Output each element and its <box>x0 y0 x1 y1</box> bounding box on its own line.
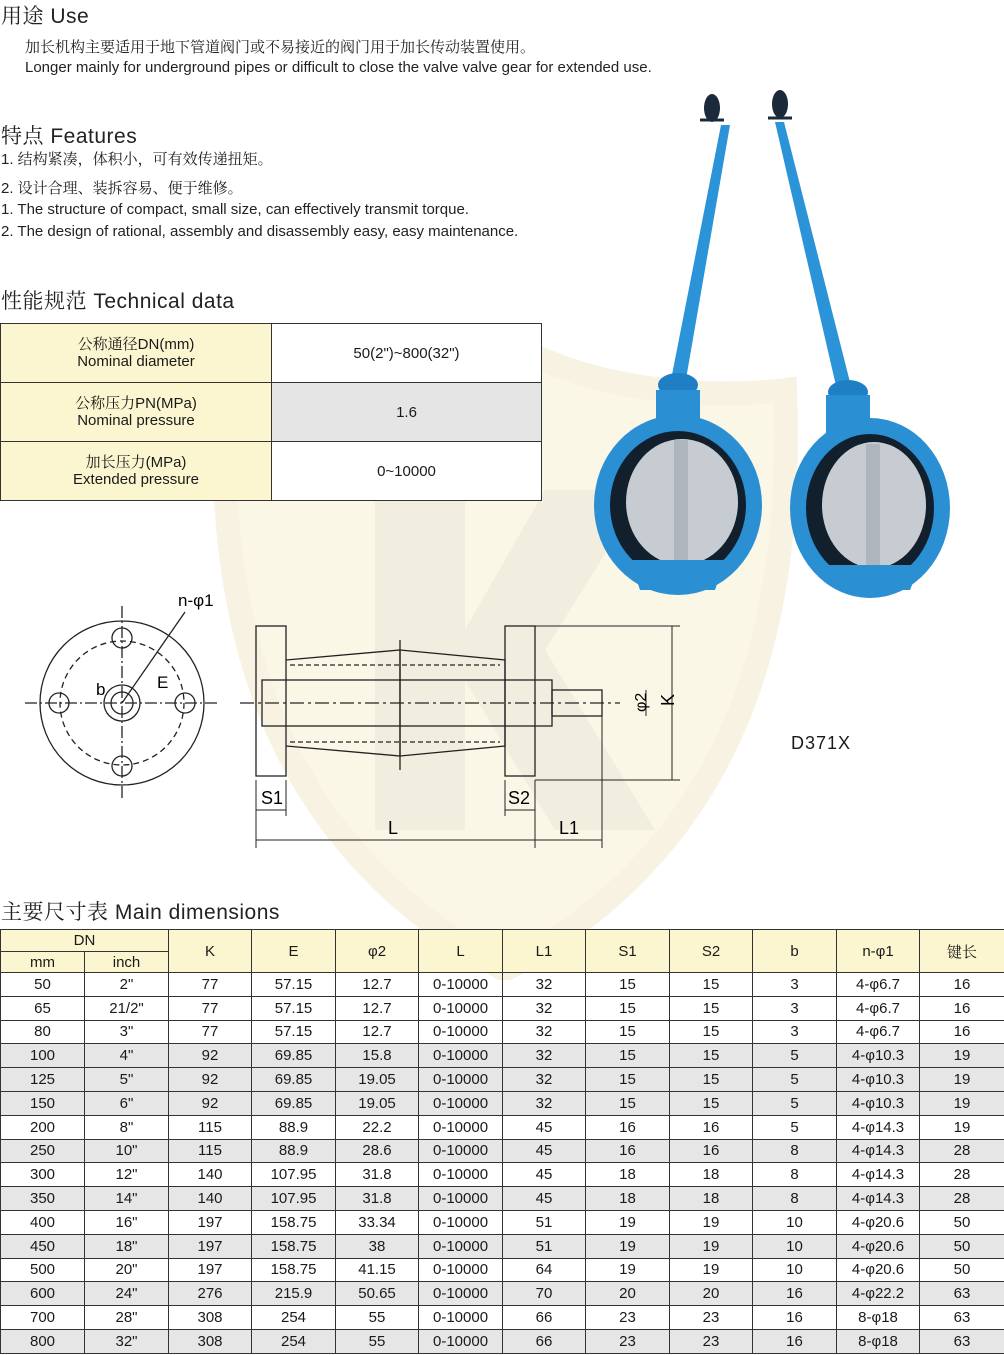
table-row <box>1 1139 1004 1163</box>
table-cell: 5" <box>85 1068 169 1092</box>
table-cell: 197 <box>169 1258 252 1282</box>
table-cell: 15 <box>586 1068 670 1092</box>
table-cell: 88.9 <box>252 1115 336 1139</box>
table-cell: 19 <box>586 1258 670 1282</box>
table-row <box>1 1210 1004 1234</box>
table-cell: 15 <box>670 1044 753 1068</box>
table-cell: 3 <box>753 996 837 1020</box>
table-cell: 16 <box>753 1329 837 1353</box>
table-cell: 12.7 <box>336 996 419 1020</box>
valve-right <box>768 90 950 598</box>
table-cell: 77 <box>169 996 252 1020</box>
table-cell: 66 <box>503 1329 586 1353</box>
table-cell: 308 <box>169 1306 252 1330</box>
table-row <box>1 1091 1004 1115</box>
table-cell: 32 <box>503 1068 586 1092</box>
table-cell: 197 <box>169 1210 252 1234</box>
table-cell: 12.7 <box>336 973 419 997</box>
table-cell: 4-φ14.3 <box>837 1163 920 1187</box>
table-cell: 12.7 <box>336 1020 419 1044</box>
table-cell: 18 <box>586 1163 670 1187</box>
table-cell: 20" <box>85 1258 169 1282</box>
table-cell: 15 <box>586 1044 670 1068</box>
use-text-cn: 加长机构主要适用于地下管道阀门或不易接近的阀门用于加长传动装置使用。 <box>25 39 536 56</box>
table-cell: 50 <box>920 1210 1004 1234</box>
tech-label-en: Nominal diameter <box>77 353 195 370</box>
table-cell: 23 <box>586 1329 670 1353</box>
table-row <box>1 1282 1004 1306</box>
table-cell: 19.05 <box>336 1091 419 1115</box>
table-cell: 4-φ6.7 <box>837 1020 920 1044</box>
table-cell: 57.15 <box>252 996 336 1020</box>
table-cell: 21/2" <box>85 996 169 1020</box>
table-cell: 3 <box>753 973 837 997</box>
table-cell: 450 <box>1 1234 85 1258</box>
table-cell: 158.75 <box>252 1210 336 1234</box>
feature-item: 2. 设计合理、装拆容易、便于维修。 <box>1 180 243 197</box>
table-cell: 45 <box>503 1163 586 1187</box>
table-cell: 140 <box>169 1187 252 1211</box>
table-cell: 50.65 <box>336 1282 419 1306</box>
table-cell: 16 <box>586 1115 670 1139</box>
table-cell: 45 <box>503 1139 586 1163</box>
table-cell: 5 <box>753 1091 837 1115</box>
model-number: D371X <box>791 733 852 753</box>
table-row <box>1 1068 1004 1092</box>
table-cell: 4-φ6.7 <box>837 996 920 1020</box>
tech-label-en: Extended pressure <box>73 471 199 488</box>
feature-item: 1. The structure of compact, small size, can effectively transmit torque. <box>1 201 469 218</box>
table-cell: 33.34 <box>336 1210 419 1234</box>
table-cell: 250 <box>1 1139 85 1163</box>
header-b: b <box>753 930 837 973</box>
use-text-en: Longer mainly for underground pipes or difficult to close the valve valve gear for extended use. <box>25 59 652 76</box>
table-cell: 10 <box>753 1210 837 1234</box>
table-cell: 8" <box>85 1115 169 1139</box>
table-cell: 57.15 <box>252 973 336 997</box>
table-cell: 3" <box>85 1020 169 1044</box>
table-cell: 15 <box>586 1020 670 1044</box>
table-cell: 158.75 <box>252 1234 336 1258</box>
table-cell: 140 <box>169 1163 252 1187</box>
table-cell: 23 <box>586 1306 670 1330</box>
table-cell: 16 <box>920 973 1004 997</box>
table-cell: 0-10000 <box>419 1068 503 1092</box>
table-cell: 19 <box>920 1115 1004 1139</box>
table-cell: 0-10000 <box>419 973 503 997</box>
table-cell: 15 <box>670 973 753 997</box>
table-cell: 4-φ20.6 <box>837 1234 920 1258</box>
table-cell: 19 <box>670 1258 753 1282</box>
label-holes: n-φ1 <box>178 591 214 610</box>
dimensions-table <box>0 929 1004 1354</box>
table-row <box>1 996 1004 1020</box>
label-E: E <box>157 673 169 692</box>
table-cell: 0-10000 <box>419 1258 503 1282</box>
header-dn: DN <box>1 930 169 952</box>
header-phi2: φ2 <box>336 930 419 973</box>
tech-value: 1.6 <box>272 383 542 442</box>
table-cell: 0-10000 <box>419 1306 503 1330</box>
table-cell: 254 <box>252 1306 336 1330</box>
table-cell: 350 <box>1 1187 85 1211</box>
table-cell: 45 <box>503 1115 586 1139</box>
table-cell: 77 <box>169 1020 252 1044</box>
table-cell: 0-10000 <box>419 1187 503 1211</box>
table-cell: 300 <box>1 1163 85 1187</box>
table-cell: 16" <box>85 1210 169 1234</box>
table-cell: 14" <box>85 1187 169 1211</box>
table-cell: 32" <box>85 1329 169 1353</box>
feature-item: 1. 结构紧凑，体积小，可有效传递扭矩。 <box>1 151 273 168</box>
table-cell: 69.85 <box>252 1068 336 1092</box>
technical-table <box>0 323 542 501</box>
label-phi2: φ2 <box>633 692 650 712</box>
table-cell: 158.75 <box>252 1258 336 1282</box>
table-cell: 4-φ22.2 <box>837 1282 920 1306</box>
table-row <box>1 1234 1004 1258</box>
table-cell: 0-10000 <box>419 1139 503 1163</box>
table-row <box>1 1020 1004 1044</box>
table-cell: 92 <box>169 1068 252 1092</box>
table-cell: 4-φ10.3 <box>837 1091 920 1115</box>
header-key-length: 键长 <box>920 930 1004 973</box>
table-cell: 22.2 <box>336 1115 419 1139</box>
table-cell: 19 <box>586 1210 670 1234</box>
table-row <box>1 1187 1004 1211</box>
header-L: L <box>419 930 503 973</box>
table-cell: 107.95 <box>252 1187 336 1211</box>
table-cell: 0-10000 <box>419 996 503 1020</box>
table-cell: 4-φ14.3 <box>837 1139 920 1163</box>
table-cell: 51 <box>503 1234 586 1258</box>
technical-drawing <box>0 580 700 860</box>
table-cell: 0-10000 <box>419 1091 503 1115</box>
table-cell: 88.9 <box>252 1139 336 1163</box>
header-L1: L1 <box>503 930 586 973</box>
table-cell: 57.15 <box>252 1020 336 1044</box>
table-cell: 28 <box>920 1187 1004 1211</box>
table-cell: 5 <box>753 1044 837 1068</box>
table-cell: 28 <box>920 1163 1004 1187</box>
table-cell: 115 <box>169 1139 252 1163</box>
table-cell: 20 <box>670 1282 753 1306</box>
table-cell: 45 <box>503 1187 586 1211</box>
table-cell: 28.6 <box>336 1139 419 1163</box>
table-cell: 3 <box>753 1020 837 1044</box>
table-cell: 4-φ20.6 <box>837 1258 920 1282</box>
label-L: L <box>388 818 399 838</box>
table-cell: 16 <box>753 1282 837 1306</box>
use-heading: 用途 Use <box>1 5 90 28</box>
table-cell: 115 <box>169 1115 252 1139</box>
label-K: K <box>658 693 678 706</box>
valve-left <box>594 94 762 595</box>
table-cell: 41.15 <box>336 1258 419 1282</box>
table-cell: 16 <box>920 1020 1004 1044</box>
table-cell: 5 <box>753 1115 837 1139</box>
table-cell: 63 <box>920 1306 1004 1330</box>
table-cell: 700 <box>1 1306 85 1330</box>
header-S1: S1 <box>586 930 670 973</box>
table-cell: 19.05 <box>336 1068 419 1092</box>
table-cell: 8 <box>753 1139 837 1163</box>
table-cell: 15.8 <box>336 1044 419 1068</box>
table-cell: 100 <box>1 1044 85 1068</box>
table-cell: 66 <box>503 1306 586 1330</box>
tech-label-en: Nominal pressure <box>77 412 195 429</box>
table-cell: 4-φ10.3 <box>837 1044 920 1068</box>
table-cell: 254 <box>252 1329 336 1353</box>
table-cell: 32 <box>503 1020 586 1044</box>
table-cell: 50 <box>920 1258 1004 1282</box>
product-photo <box>590 90 970 600</box>
section-view <box>240 626 680 848</box>
table-cell: 69.85 <box>252 1044 336 1068</box>
table-cell: 19 <box>920 1091 1004 1115</box>
table-cell: 32 <box>503 996 586 1020</box>
table-cell: 69.85 <box>252 1091 336 1115</box>
table-cell: 55 <box>336 1306 419 1330</box>
table-cell: 31.8 <box>336 1187 419 1211</box>
table-cell: 19 <box>586 1234 670 1258</box>
label-S2: S2 <box>508 788 531 808</box>
table-cell: 55 <box>336 1329 419 1353</box>
table-cell: 107.95 <box>252 1163 336 1187</box>
table-row <box>1 1306 1004 1330</box>
table-cell: 20 <box>586 1282 670 1306</box>
tech-value: 0~10000 <box>272 442 542 501</box>
table-cell: 18" <box>85 1234 169 1258</box>
table-row <box>1 1329 1004 1353</box>
table-cell: 4-φ20.6 <box>837 1210 920 1234</box>
features-heading: 特点 Features <box>1 125 138 148</box>
table-cell: 125 <box>1 1068 85 1092</box>
table-cell: 92 <box>169 1044 252 1068</box>
table-cell: 80 <box>1 1020 85 1044</box>
technical-row <box>1 442 542 501</box>
table-cell: 19 <box>670 1234 753 1258</box>
table-cell: 23 <box>670 1306 753 1330</box>
table-cell: 15 <box>586 1091 670 1115</box>
table-cell: 800 <box>1 1329 85 1353</box>
table-cell: 0-10000 <box>419 1115 503 1139</box>
table-cell: 2" <box>85 973 169 997</box>
table-cell: 63 <box>920 1329 1004 1353</box>
flange-end-view <box>25 606 220 800</box>
table-cell: 8-φ18 <box>837 1306 920 1330</box>
table-cell: 0-10000 <box>419 1020 503 1044</box>
table-cell: 500 <box>1 1258 85 1282</box>
table-cell: 19 <box>920 1068 1004 1092</box>
table-row <box>1 1044 1004 1068</box>
table-cell: 4-φ14.3 <box>837 1115 920 1139</box>
table-cell: 15 <box>586 973 670 997</box>
table-cell: 150 <box>1 1091 85 1115</box>
table-cell: 0-10000 <box>419 1163 503 1187</box>
table-cell: 10 <box>753 1258 837 1282</box>
technical-row <box>1 324 542 383</box>
table-cell: 197 <box>169 1234 252 1258</box>
table-cell: 10" <box>85 1139 169 1163</box>
table-cell: 16 <box>670 1139 753 1163</box>
table-cell: 5 <box>753 1068 837 1092</box>
table-cell: 4" <box>85 1044 169 1068</box>
table-cell: 200 <box>1 1115 85 1139</box>
table-cell: 65 <box>1 996 85 1020</box>
header-K: K <box>169 930 252 973</box>
table-cell: 0-10000 <box>419 1210 503 1234</box>
tech-value: 50(2")~800(32") <box>272 324 542 383</box>
table-cell: 8 <box>753 1187 837 1211</box>
header-holes: n-φ1 <box>837 930 920 973</box>
dimensions-heading: 主要尺寸表 Main dimensions <box>1 901 280 924</box>
table-cell: 18 <box>670 1187 753 1211</box>
table-cell: 38 <box>336 1234 419 1258</box>
table-cell: 0-10000 <box>419 1234 503 1258</box>
table-cell: 18 <box>670 1163 753 1187</box>
table-cell: 6" <box>85 1091 169 1115</box>
table-cell: 32 <box>503 1091 586 1115</box>
table-cell: 50 <box>920 1234 1004 1258</box>
table-row <box>1 973 1004 997</box>
table-cell: 215.9 <box>252 1282 336 1306</box>
table-cell: 16 <box>753 1306 837 1330</box>
table-cell: 15 <box>670 996 753 1020</box>
table-cell: 16 <box>670 1115 753 1139</box>
table-cell: 8-φ18 <box>837 1329 920 1353</box>
feature-item: 2. The design of rational, assembly and disassembly easy, easy maintenance. <box>1 223 519 240</box>
table-cell: 276 <box>169 1282 252 1306</box>
table-cell: 15 <box>670 1020 753 1044</box>
table-cell: 24" <box>85 1282 169 1306</box>
table-cell: 308 <box>169 1329 252 1353</box>
table-cell: 15 <box>670 1091 753 1115</box>
table-row <box>1 1258 1004 1282</box>
table-cell: 8 <box>753 1163 837 1187</box>
table-cell: 0-10000 <box>419 1282 503 1306</box>
table-cell: 51 <box>503 1210 586 1234</box>
table-cell: 4-φ14.3 <box>837 1187 920 1211</box>
label-S1: S1 <box>261 788 284 808</box>
table-cell: 600 <box>1 1282 85 1306</box>
table-cell: 92 <box>169 1091 252 1115</box>
label-b: b <box>96 680 106 699</box>
table-cell: 0-10000 <box>419 1329 503 1353</box>
table-row <box>1 1163 1004 1187</box>
table-cell: 16 <box>920 996 1004 1020</box>
table-row <box>1 1115 1004 1139</box>
table-cell: 4-φ6.7 <box>837 973 920 997</box>
table-cell: 70 <box>503 1282 586 1306</box>
table-cell: 28 <box>920 1139 1004 1163</box>
table-cell: 23 <box>670 1329 753 1353</box>
header-E: E <box>252 930 336 973</box>
table-cell: 77 <box>169 973 252 997</box>
table-cell: 19 <box>920 1044 1004 1068</box>
table-cell: 12" <box>85 1163 169 1187</box>
table-cell: 4-φ10.3 <box>837 1068 920 1092</box>
table-cell: 18 <box>586 1187 670 1211</box>
table-cell: 32 <box>503 1044 586 1068</box>
table-cell: 15 <box>670 1068 753 1092</box>
technical-row <box>1 383 542 442</box>
table-cell: 15 <box>586 996 670 1020</box>
header-S2: S2 <box>670 930 753 973</box>
label-L1: L1 <box>559 818 580 838</box>
header-inch: inch <box>85 952 169 973</box>
table-cell: 50 <box>1 973 85 997</box>
tech-label-cn: 公称压力PN(MPa) <box>75 395 197 412</box>
table-cell: 63 <box>920 1282 1004 1306</box>
tech-label-cn: 公称通径DN(mm) <box>77 336 195 353</box>
table-cell: 19 <box>670 1210 753 1234</box>
table-cell: 0-10000 <box>419 1044 503 1068</box>
table-cell: 64 <box>503 1258 586 1282</box>
tech-label-cn: 加长压力(MPa) <box>85 454 187 471</box>
table-cell: 16 <box>586 1139 670 1163</box>
technical-heading: 性能规范 Technical data <box>1 290 235 313</box>
table-cell: 400 <box>1 1210 85 1234</box>
table-cell: 31.8 <box>336 1163 419 1187</box>
table-cell: 10 <box>753 1234 837 1258</box>
table-cell: 32 <box>503 973 586 997</box>
table-cell: 28" <box>85 1306 169 1330</box>
header-mm: mm <box>1 952 85 973</box>
